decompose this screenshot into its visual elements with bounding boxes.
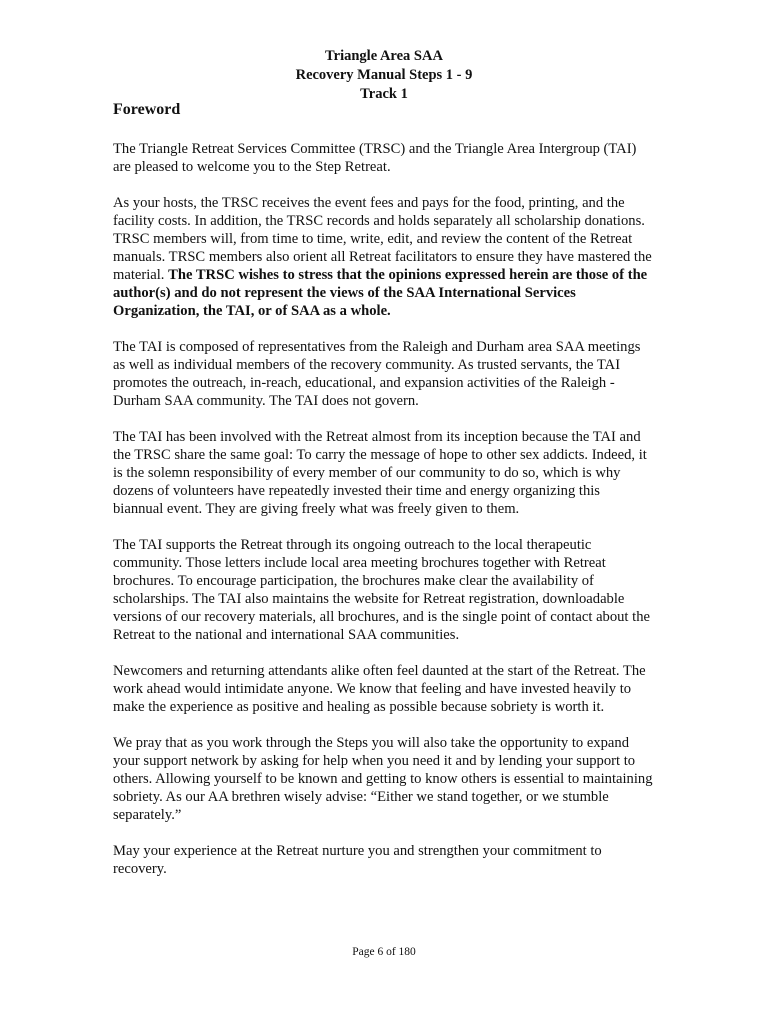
paragraph-4 [113, 428, 653, 518]
paragraph-text: As your hosts, the TRSC receives the event fees and pays for the food, printing, and the facility costs. In addition, the TRSC records and holds separately all scholarship donations. TRSC members will, from time to time, write, edit, and review the content of the Retreat manuals. TRSC members also orient all Retreat facilitators to ensure they have mastered the material. [113, 195, 652, 283]
paragraph-text: The Triangle Retreat Services Committee (TRSC) and the Triangle Area Intergroup (TAI) are pleased to welcome you to the Step Retreat. [113, 141, 637, 175]
page-number-footer: Page 6 of 180 [352, 946, 416, 958]
paragraph-text: May your experience at the Retreat nurture you and strengthen your commitment to recovery. [113, 843, 602, 877]
paragraph-text: The TAI supports the Retreat through its ongoing outreach to the local therapeutic community. Those letters include local area meeting brochures together with Retreat brochures. To encourage participation, the brochures make clear the availability of scholarships. The TAI also maintains the website for Retreat registration, downloadable versions of our recovery materials, all brochures, and is the single point of contact about the Retreat to the national and international SAA communities. [113, 537, 650, 643]
paragraph-8 [113, 842, 653, 878]
paragraph-text: The TAI is composed of representatives from the Raleigh and Durham area SAA meetings as well as individual members of the recovery community. As trusted servants, the TAI promotes the outreach, in-reach, educational, and expansion activities of the Raleigh - Durham SAA community. The TAI does not govern. [113, 339, 641, 409]
paragraph-text: We pray that as you work through the Steps you will also take the opportunity to expand your support network by asking for help when you need it and by lending your support to others. Allowing yourself to be known and getting to know others is essential to maintaining sobriety. As our AA brethren wisely advise: “Either we stand together, or we stumble separately.” [113, 735, 653, 823]
header-manual-title: Recovery Manual Steps 1 - 9 [295, 67, 473, 83]
paragraph-text: Newcomers and returning attendants alike often feel daunted at the start of the Retreat. The work ahead would intimidate anyone. We know that feeling and have invested heavily to make the experience as positive and healing as possible because sobriety is worth it. [113, 663, 646, 715]
paragraph-1 [113, 140, 653, 176]
paragraph-bold-disclaimer: The TRSC wishes to stress that the opinions expressed herein are those of the author(s) and do not represent the views of the SAA International Services Organization, the TAI, or of SAA as a whole. [113, 267, 648, 319]
paragraph-7 [113, 734, 653, 824]
paragraph-5 [113, 536, 653, 644]
document-header [0, 47, 768, 104]
header-track: Track 1 [360, 86, 408, 102]
header-organization: Triangle Area SAA [325, 48, 443, 64]
paragraph-3 [113, 338, 653, 410]
paragraph-text: The TAI has been involved with the Retreat almost from its inception because the TAI and the TRSC share the same goal: To carry the message of hope to other sex addicts. Indeed, it is the solemn responsibility of every member of our community to do so, which is why dozens of volunteers have repeatedly invested their time and energy organizing this biannual event. They are giving freely what was freely given to them. [113, 429, 647, 517]
section-heading: Foreword [113, 101, 181, 118]
document-body [113, 140, 653, 896]
paragraph-6 [113, 662, 653, 716]
paragraph-2 [113, 194, 653, 320]
